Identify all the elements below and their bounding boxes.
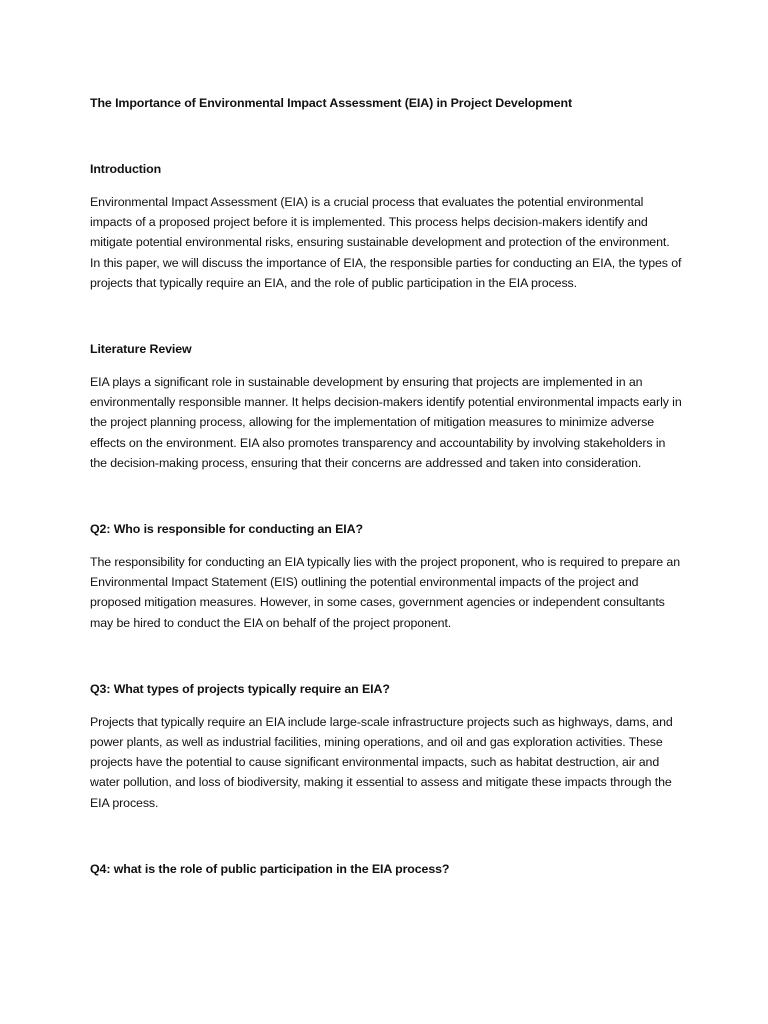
section-heading-q2: Q2: Who is responsible for conducting an EIA? bbox=[90, 522, 363, 537]
section-heading-literature-review: Literature Review bbox=[90, 342, 192, 357]
document-content bbox=[90, 93, 682, 879]
section-body-introduction: Environmental Impact Assessment (EIA) is a crucial process that evaluates the potential environmental impacts of a proposed project before it is implemented. This process helps decision-makers identify and mitigate potential environmental risks, ensuring sustainable development and protection of the environment. In this paper, we will discuss the importance of EIA, the responsible parties for conducting an EIA, the types of projects that typically require an EIA, and the role of public participation in the EIA process. bbox=[90, 195, 682, 290]
section-body-literature-review: EIA plays a significant role in sustainable development by ensuring that projects are implemented in an environmentally responsible manner. It helps decision-makers identify potential environmental impacts early in the project planning process, allowing for the implementation of mitigation measures to minimize adverse effects on the environment. EIA also promotes transparency and accountability by involving stakeholders in the decision-making process, ensuring that their concerns are addressed and taken into consideration. bbox=[90, 375, 682, 470]
document-title: The Importance of Environmental Impact Assessment (EIA) in Project Development bbox=[90, 96, 572, 110]
section-heading-introduction: Introduction bbox=[90, 162, 162, 176]
section-body-q2: The responsibility for conducting an EIA typically lies with the project proponent, who is required to prepare an Environmental Impact Statement (EIS) outlining the potential environmental impacts of the project and proposed mitigation measures. However, in some cases, government agencies or independent consultants may be hired to conduct the EIA on behalf of the project proponent. bbox=[90, 555, 680, 630]
section-heading-q4: Q4: what is the role of public participation in the EIA process? bbox=[90, 861, 450, 876]
section-body-q3: Projects that typically require an EIA include large-scale infrastructure projects such as highways, dams, and power plants, as well as industrial facilities, mining operations, and oil and gas exploration activities. These projects have the potential to cause significant environmental impacts, such as habitat destruction, air and water pollution, and loss of biodiversity, making it essential to assess and mitigate these impacts through the EIA process. bbox=[90, 714, 673, 810]
section-heading-q3: Q3: What types of projects typically require an EIA? bbox=[90, 681, 390, 696]
